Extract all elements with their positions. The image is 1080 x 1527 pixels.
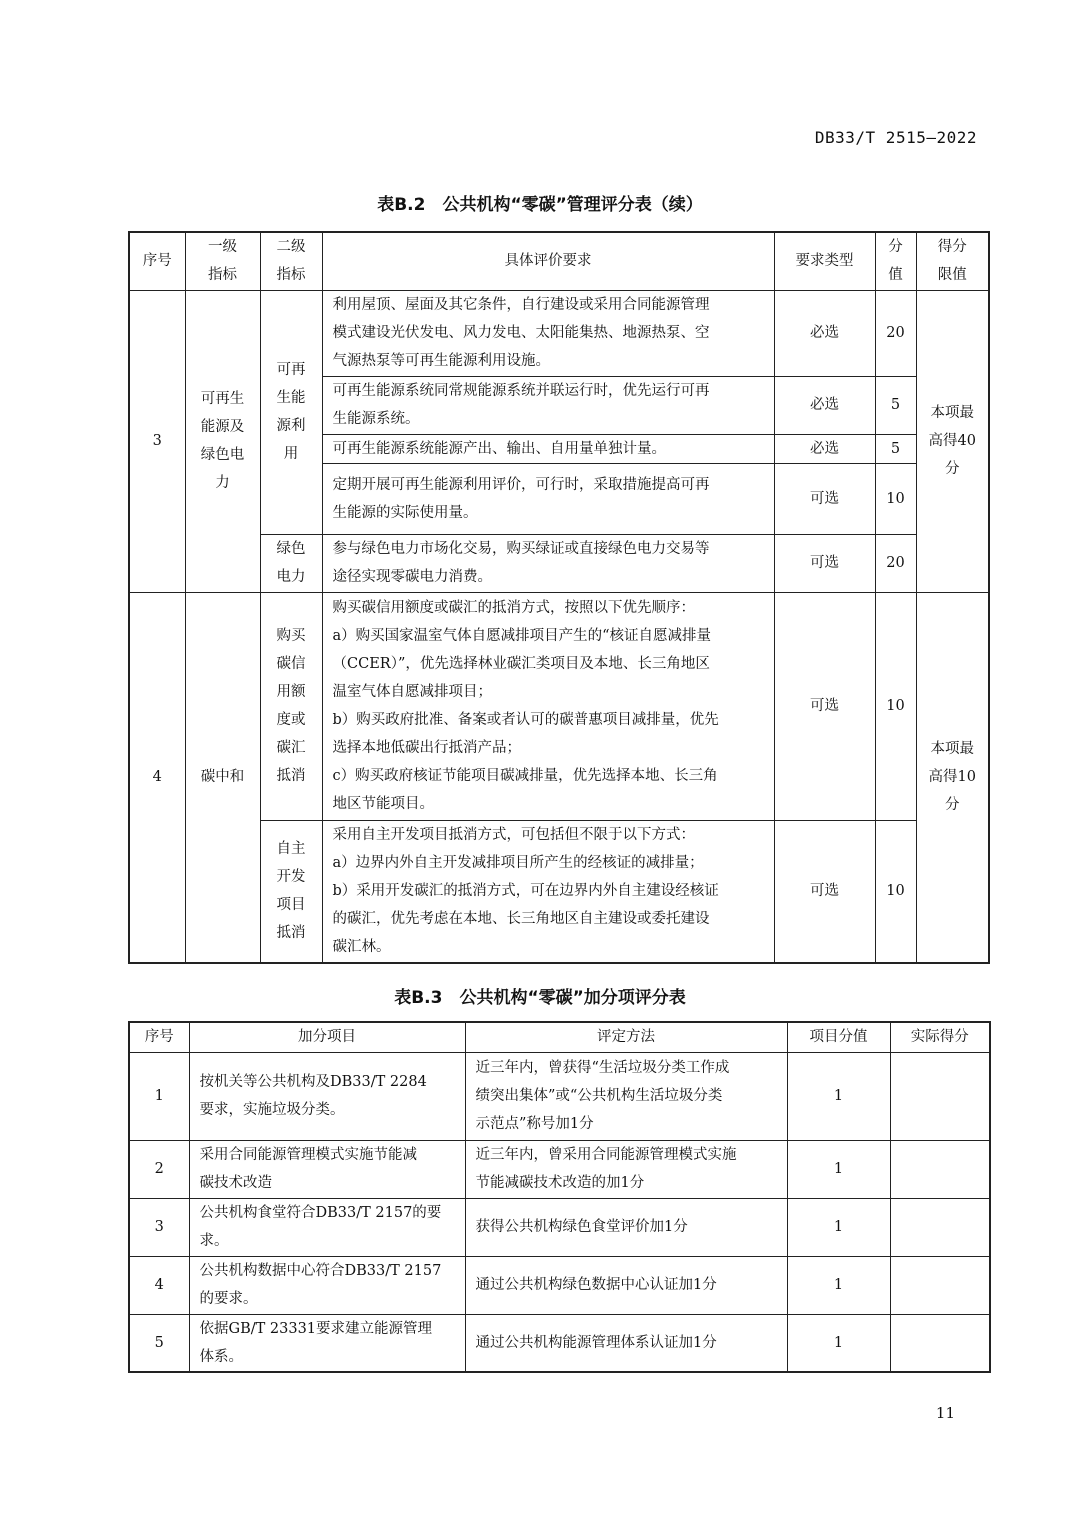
type-cell: 必选 — [774, 434, 875, 463]
group3-seq: 3 — [129, 290, 185, 592]
requirement-cell: 采用自主开发项目抵消方式，可包括但不限于以下方式： a）边界内外自主开发减排项目所产生的经核证的减排量； b）采用开发碳汇的抵消方式，可在边界内外自主建设经核证 的碳汇，优先考虑在本地、长三角地区自主建设或委托建设 碳汇林。 — [322, 820, 774, 963]
type-cell: 可选 — [774, 463, 875, 534]
requirement-cell: 参与绿色电力市场化交易，购买绿证或直接绿色电力交易等 途径实现零碳电力消费。 — [322, 534, 774, 592]
header-requirement: 具体评价要求 — [322, 232, 774, 290]
group4-sub-purchase: 购买 碳信 用额 度或 碳汇 抵消 — [260, 592, 322, 820]
requirement-cell: 购买碳信用额度或碳汇的抵消方式，按照以下优先顺序： a）购买国家温室气体自愿减排项目产生的“核证自愿减排量 （CCER）”，优先选择林业碳汇类项目及本地、长三角地区 温室气体自愿减排项目； b）购买政府批准、备案或者认可的碳普惠项目减排量，优先 选择本地低碳出行抵消产品； c）购买政府核证节能项目碳减排量，优先选择本地、长三角 地区节能项目。 — [322, 592, 774, 820]
item-cell: 按机关等公共机构及DB33/T 2284 要求，实施垃圾分类。 — [189, 1052, 465, 1140]
score-cell: 20 — [875, 534, 916, 592]
group3-sub-green-power: 绿色 电力 — [260, 534, 322, 592]
seq-cell: 3 — [129, 1198, 189, 1256]
type-cell: 必选 — [774, 376, 875, 434]
actual-score-cell — [890, 1256, 990, 1314]
score-cell: 1 — [787, 1256, 890, 1314]
table-row — [129, 1256, 990, 1314]
header-item: 加分项目 — [189, 1022, 465, 1052]
requirement-cell: 定期开展可再生能源利用评价，可行时，采取措施提高可再 生能源的实际使用量。 — [322, 463, 774, 534]
score-cell: 10 — [875, 592, 916, 820]
method-cell: 近三年内，曾获得“生活垃圾分类工作成 绩突出集体”或“公共机构生活垃圾分类 示范点”称号加1分 — [465, 1052, 787, 1140]
score-cell: 20 — [875, 290, 916, 376]
group4-seq: 4 — [129, 592, 185, 963]
table-row — [129, 1198, 990, 1256]
method-cell: 通过公共机构绿色数据中心认证加1分 — [465, 1256, 787, 1314]
group4-sub-self-developed: 自主 开发 项目 抵消 — [260, 820, 322, 963]
actual-score-cell — [890, 1314, 990, 1372]
seq-cell: 4 — [129, 1256, 189, 1314]
header-level1: 一级 指标 — [185, 232, 260, 290]
header-level2: 二级 指标 — [260, 232, 322, 290]
type-cell: 可选 — [774, 534, 875, 592]
header-score: 分 值 — [875, 232, 916, 290]
table-row — [129, 1314, 990, 1372]
score-cell: 1 — [787, 1198, 890, 1256]
seq-cell: 1 — [129, 1052, 189, 1140]
seq-cell: 5 — [129, 1314, 189, 1372]
standard-code: DB33/T 2515—2022 — [814, 128, 977, 147]
item-cell: 依据GB/T 23331要求建立能源管理 体系。 — [189, 1314, 465, 1372]
actual-score-cell — [890, 1052, 990, 1140]
table-b3 — [128, 1021, 991, 1373]
group3-limit: 本项最 高得40 分 — [916, 290, 989, 592]
header-method: 评定方法 — [465, 1022, 787, 1052]
requirement-cell: 可再生能源系统同常规能源系统并联运行时，优先运行可再 生能源系统。 — [322, 376, 774, 434]
header-type: 要求类型 — [774, 232, 875, 290]
actual-score-cell — [890, 1198, 990, 1256]
table-row — [129, 290, 989, 376]
header-score: 项目分值 — [787, 1022, 890, 1052]
header-seq: 序号 — [129, 1022, 189, 1052]
group4-limit: 本项最 高得10 分 — [916, 592, 989, 963]
group3-level1: 可再生 能源及 绿色电 力 — [185, 290, 260, 592]
table-row — [129, 1052, 990, 1140]
score-cell: 5 — [875, 434, 916, 463]
table-b2-caption: 表B.2 公共机构“零碳”管理评分表（续） — [377, 195, 703, 215]
group3-sub-renewable: 可再 生能 源利 用 — [260, 290, 322, 534]
type-cell: 必选 — [774, 290, 875, 376]
header-limit: 得分 限值 — [916, 232, 989, 290]
score-cell: 10 — [875, 820, 916, 963]
score-cell: 1 — [787, 1314, 890, 1372]
method-cell: 通过公共机构能源管理体系认证加1分 — [465, 1314, 787, 1372]
actual-score-cell — [890, 1140, 990, 1198]
type-cell: 可选 — [774, 592, 875, 820]
item-cell: 采用合同能源管理模式实施节能减 碳技术改造 — [189, 1140, 465, 1198]
type-cell: 可选 — [774, 820, 875, 963]
header-actual: 实际得分 — [890, 1022, 990, 1052]
method-cell: 近三年内，曾采用合同能源管理模式实施 节能减碳技术改造的加1分 — [465, 1140, 787, 1198]
table-b3-caption: 表B.3 公共机构“零碳”加分项评分表 — [394, 988, 686, 1008]
score-cell: 5 — [875, 376, 916, 434]
table-row — [129, 1140, 990, 1198]
table-b3-header-row — [129, 1022, 990, 1052]
score-cell: 1 — [787, 1140, 890, 1198]
seq-cell: 2 — [129, 1140, 189, 1198]
page-number: 11 — [935, 1404, 955, 1422]
score-cell: 1 — [787, 1052, 890, 1140]
table-b2-header-row — [129, 232, 989, 290]
group4-level1: 碳中和 — [185, 592, 260, 963]
method-cell: 获得公共机构绿色食堂评价加1分 — [465, 1198, 787, 1256]
score-cell: 10 — [875, 463, 916, 534]
table-row — [129, 592, 989, 820]
table-b2 — [128, 231, 990, 964]
item-cell: 公共机构食堂符合DB33/T 2157的要 求。 — [189, 1198, 465, 1256]
requirement-cell: 可再生能源系统能源产出、输出、自用量单独计量。 — [322, 434, 774, 463]
item-cell: 公共机构数据中心符合DB33/T 2157 的要求。 — [189, 1256, 465, 1314]
requirement-cell: 利用屋顶、屋面及其它条件，自行建设或采用合同能源管理 模式建设光伏发电、风力发电、太阳能集热、地源热泵、空 气源热泵等可再生能源利用设施。 — [322, 290, 774, 376]
header-seq: 序号 — [129, 232, 185, 290]
